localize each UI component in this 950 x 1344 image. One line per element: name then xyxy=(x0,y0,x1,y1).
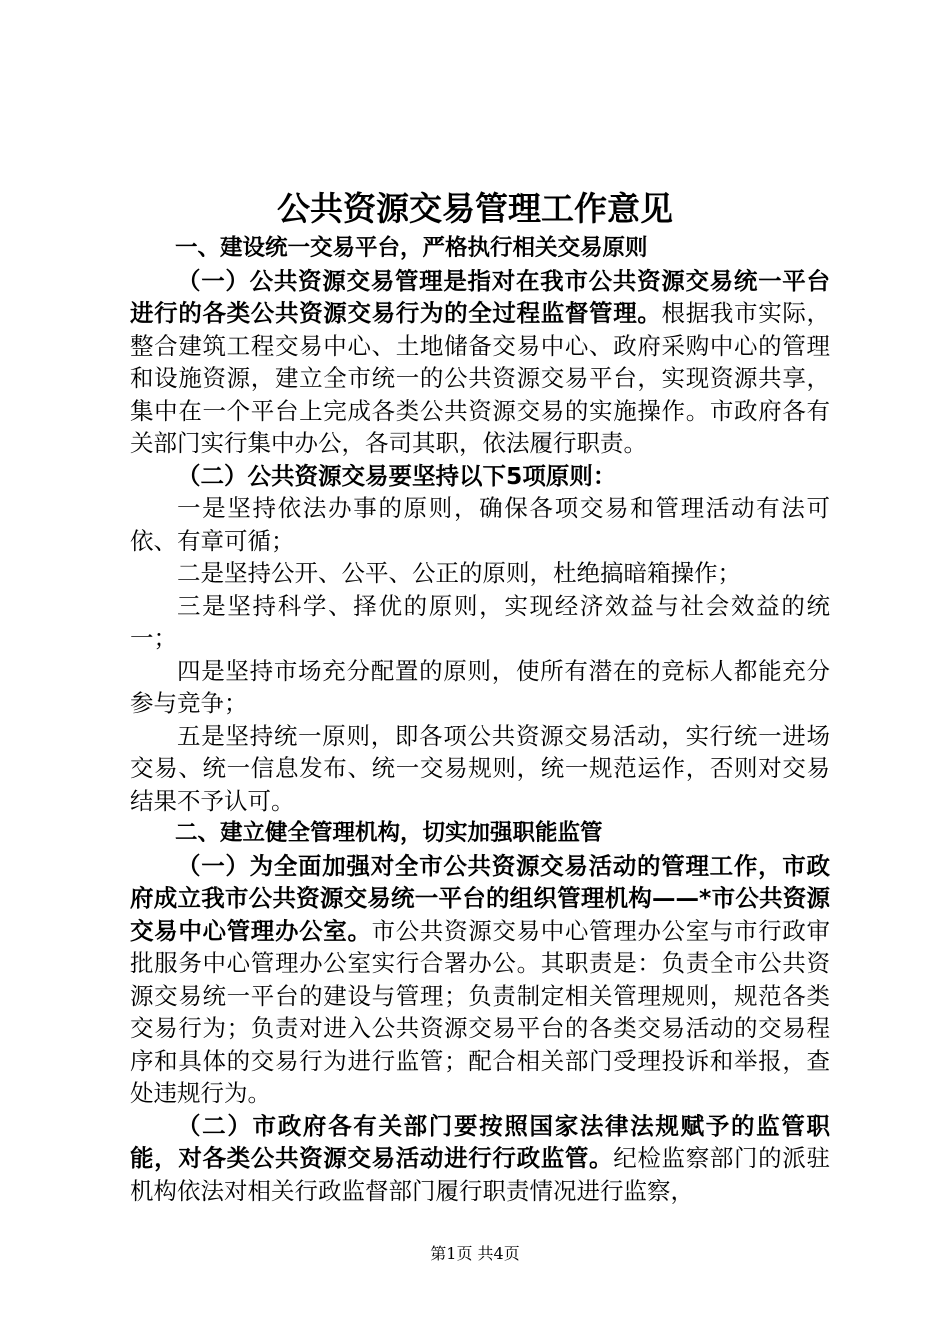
paragraph-lead: （一）公共资源交易管理是指对在我市公共资源交易统一平台进行的各类公共资源交易行为的全过程监督管理。 xyxy=(130,266,830,327)
paragraph-text: 市公共资源交易中心管理办公室与市行政审批服务中心管理办公室实行合署办公。其职责是：负责全市公共资源交易统一平台的建设与管理；负责制定相关管理规则，规范各类交易行为；负责对进入公共资源交易平台的各类交易活动的交易程序和具体的交易行为进行监管；配合相关部门受理投诉和举报，查处违规行为。 xyxy=(130,916,831,1107)
principle-item: 二是坚持公开、公平、公正的原则，杜绝搞暗箱操作； xyxy=(177,559,741,587)
page-footer: 第1页 共4页 xyxy=(430,1244,520,1263)
document-title: 公共资源交易管理工作意见 xyxy=(277,189,673,228)
paragraph-2-1 xyxy=(130,850,830,1110)
paragraph-lead: （一）为全面加强对全市公共资源交易活动的管理工作，市政府成立我市公共资源交易统一平台的组织管理机构——*市公共资源交易中心管理办公室。 xyxy=(130,851,830,945)
paragraph-lead: （二）市政府各有关部门要按照国家法律法规赋予的监管职能，对各类公共资源交易活动进行行政监管。 xyxy=(130,1111,830,1172)
paragraph-lead: （二）公共资源交易要坚持以下5项原则： xyxy=(177,461,617,490)
principle-item: 一是坚持依法办事的原则，确保各项交易和管理活动有法可依、有章可循； xyxy=(130,494,830,555)
principle-item: 四是坚持市场充分配置的原则，使所有潜在的竞标人都能充分参与竞争； xyxy=(130,656,830,717)
paragraph-1-1 xyxy=(130,265,830,460)
principle-item: 五是坚持统一原则，即各项公共资源交易活动，实行统一进场交易、统一信息发布、统一交易规则，统一规范运作，否则对交易结果不予认可。 xyxy=(130,721,830,815)
document-body xyxy=(130,232,830,1207)
paragraph-text: 根据我市实际，整合建筑工程交易中心、土地储备交易中心、政府采购中心的管理和设施资源，建立全市统一的公共资源交易平台，实现资源共享，集中在一个平台上完成各类公共资源交易的实施操作。市政府各有关部门实行集中办公，各司其职，依法履行职责。 xyxy=(130,299,831,457)
section-heading-2: 二、建立健全管理机构，切实加强职能监管 xyxy=(175,820,603,846)
paragraph-2-2 xyxy=(130,1110,830,1208)
principle-item: 三是坚持科学、择优的原则，实现经济效益与社会效益的统一； xyxy=(130,591,830,652)
paragraph-1-2 xyxy=(130,460,830,493)
section-heading-1: 一、建设统一交易平台，严格执行相关交易原则 xyxy=(175,235,648,261)
paragraph-text: 纪检监察部门的派驻机构依法对相关行政监督部门履行职责情况进行监察， xyxy=(130,1144,831,1205)
